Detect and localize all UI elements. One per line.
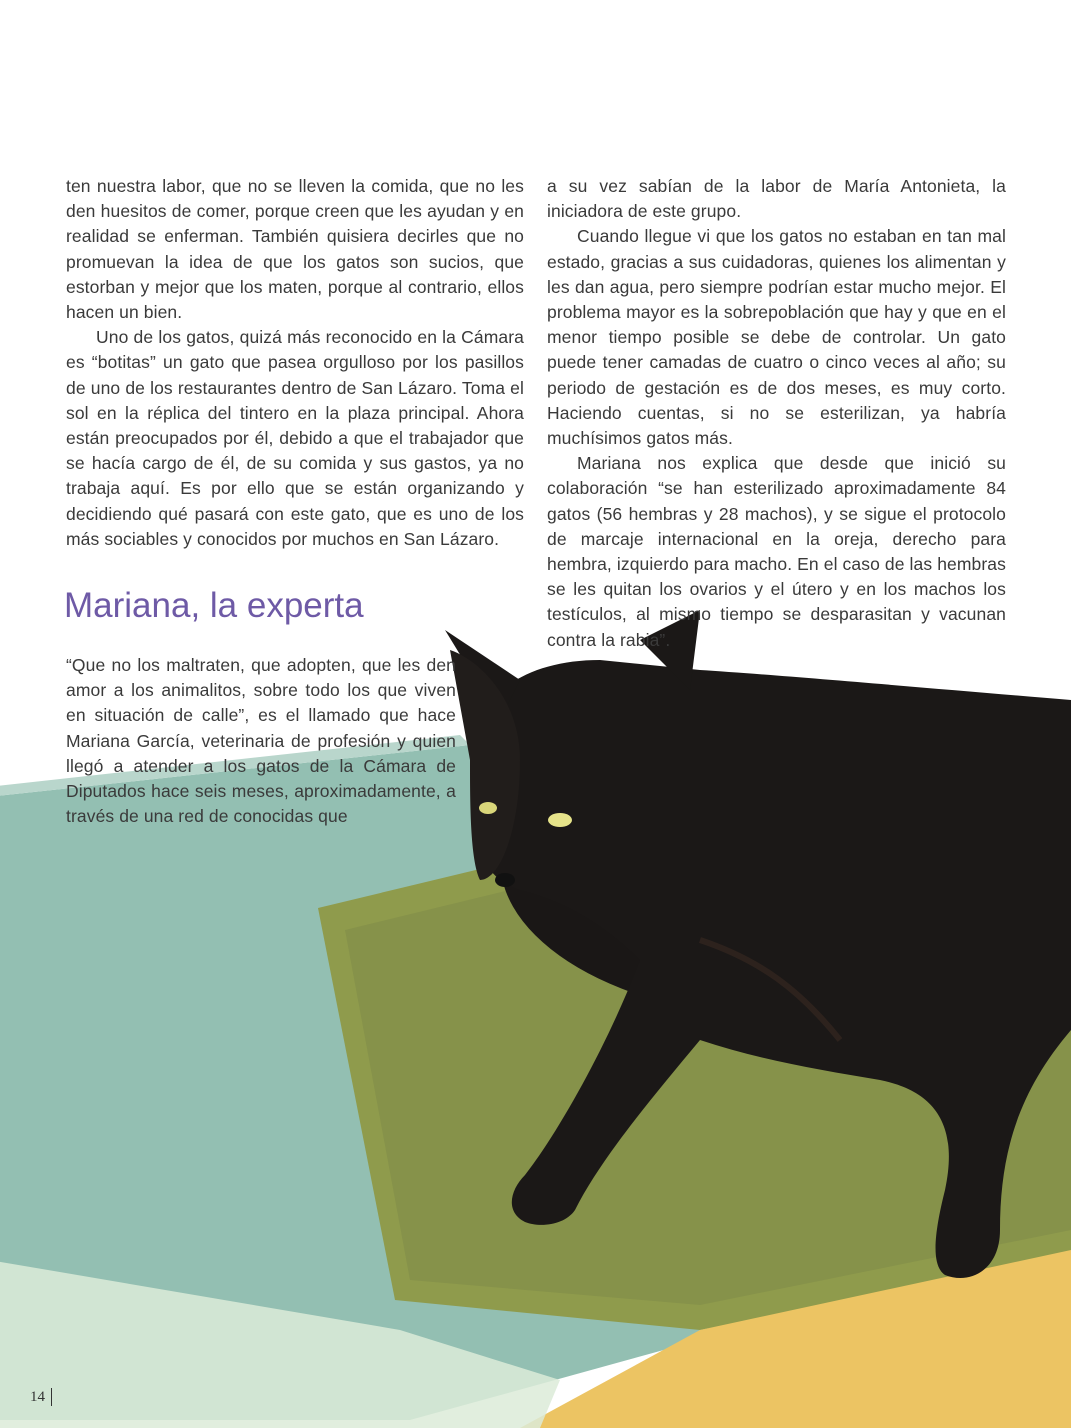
paragraph: a su vez sabían de la labor de María Antonieta, la iniciadora de este grupo. <box>547 176 1006 222</box>
paragraph: “Que no los maltraten, que adopten, que les den amor a los animalitos, sobre todo los que viven en situación de calle”, es el llamado que hace Mariana García, veterinaria de profesión y quien llegó a atender a los gatos de la Cámara de Diputados hace seis meses, aproximadamente, a través de una red de conocidas que <box>66 655 456 827</box>
paragraph: Uno de los gatos, quizá más reconocido en la Cámara es “botitas” un gato que pasea orgulloso por los pasillos de uno de los restaurantes dentro de San Lázaro. Toma el sol en la réplica del tintero en la plaza principal. Ahora están preocupados por él, debido a que el trabajador que se hacía cargo de él, de su comida y sus gastos, ya no trabaja aquí. Es por ello que se están organizando y decidiendo qué pasará con este gato, que es uno de los más sociables y conocidos por muchos en San Lázaro. <box>66 327 524 549</box>
article-lower-left-column <box>66 653 456 829</box>
article-right-column <box>547 174 1006 653</box>
paragraph: ten nuestra labor, que no se lleven la comida, que no les den huesitos de comer, porque creen que les ayudan y en realidad se enferman. También quisiera decirles que no promuevan la idea de que los gatos son sucios, que estorban y mejor que los maten, porque al contrario, ellos hacen un bien. <box>66 176 524 323</box>
section-heading: Mariana, la experta <box>64 586 364 625</box>
page-number: 14 <box>30 1388 52 1406</box>
paragraph: Mariana nos explica que desde que inició su colaboración “se han esterilizado aproximadamente 84 gatos (56 hembras y 28 machos), y se sigue el protocolo de marcaje internacional en la oreja, derecho para hembra, izquierdo para macho. En el caso de las hembras se les quitan los ovarios y el útero y en los machos los testículos, al mismo tiempo se desparasitan y vacunan contra la rabia”. <box>547 453 1006 650</box>
paragraph: Cuando llegue vi que los gatos no estaban en tan mal estado, gracias a sus cuidadoras, quienes los alimentan y les dan agua, pero siempre podrían estar mucho mejor. El problema mayor es la sobrepoblación que hay y que en el menor tiempo posible se debe de controlar. Un gato puede tener camadas de cuatro o cinco veces al año; su periodo de gestación es de dos meses, es muy corto. Haciendo cuentas, si no se esterilizan, ya habría muchísimos gatos más. <box>547 226 1006 449</box>
article-left-column <box>66 174 524 552</box>
